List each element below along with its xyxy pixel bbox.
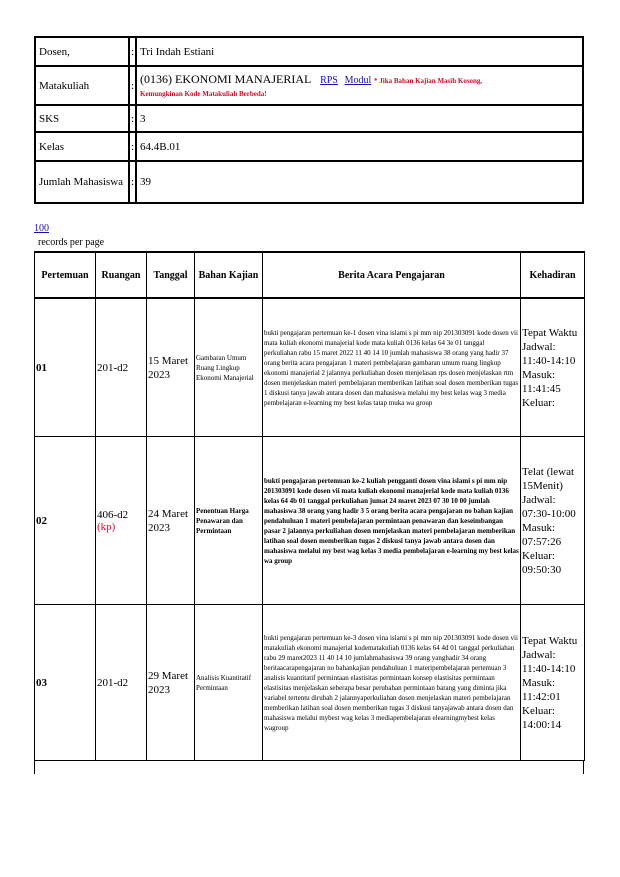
sks-value: 3 (136, 105, 583, 132)
cell-pertemuan: 03 (35, 605, 96, 761)
info-row-jumlah (35, 161, 583, 203)
table-row (35, 437, 585, 605)
cell-berita-acara: bukti pengajaran pertemuan ke-3 dosen vina islami s pi mm nip 201303091 kode dosen vii matakuliah ekonomi manajerial kodematakuliah 0136 kelas 64 4d 01 tanggal perkuliahan rabu 29 maret2023 11 40 14 10 jumlahmahasiswa 39 orang yanghadir 34 orang beritaacarapengajaran no bahankajian pendahuluan 1 materipembelajaran pertemuan 3 analisis kuantitatif permintaan elastisitas permintaan konsep elastisitas permintaan elastisitas menjelaskan seberapa besar perubahan permintaan barang yang diminta jika variabel tertentu dirubah 2 jalannyaperkuliahan dosen menjelaskan materi pembelajaran memberikan latihan soal dosen memberikan tugas 3 diskusi tanyajawab antara dosen dan mahasiswa melalui mybest wag kelas 3 mediapembelajaran elearningmybest kelas wagroup (263, 605, 521, 761)
table-row (35, 605, 585, 761)
kelas-label: Kelas (35, 132, 129, 161)
info-row-matakuliah (35, 66, 583, 105)
records-per-page-label: records per page (38, 237, 105, 248)
dosen-label: Dosen, (35, 37, 129, 66)
cell-bahan-kajian: Gambaran Umum Ruang Lingkup Ekonomi Manajerial (195, 298, 263, 437)
table-continuation-line-left (34, 760, 35, 774)
cell-kehadiran: Tepat Waktu Jadwal: 11:40-14:10 Masuk: 11:42:01 Keluar: 14:00:14 (521, 605, 585, 761)
info-row-dosen (35, 37, 583, 66)
teaching-record-table (34, 251, 585, 761)
jumlah-value: 39 (136, 161, 583, 203)
table-row (35, 298, 585, 437)
kelas-value: 64.4B.01 (136, 132, 583, 161)
separator: : (129, 105, 136, 132)
ruangan-value: 201-d2 (97, 361, 129, 374)
jumlah-label: Jumlah Mahasiswa (35, 161, 129, 203)
ruangan-value: 406-d2 (97, 508, 129, 521)
cell-bahan-kajian: Analisis Kuantitatif Permintaan (195, 605, 263, 761)
sks-label: SKS (35, 105, 129, 132)
matakuliah-label: Matakuliah (35, 66, 129, 105)
separator: : (129, 132, 136, 161)
cell-berita-acara: bukti pengajaran pertemuan ke-2 kuliah pengganti dosen vina islami s pi mm nip 201303091 kode dosen vii mata kuliah ekonomi manajerial kode mata kuliah 0136 kelas 64 4b 01 tanggal perkuliahan jumat 24 maret 2023 07 30 10 00 jumlah mahasiswa 38 orang yang hadir 3 5 orang berita acara pengajaran no bahan kajian pendahuluan 1 materi pembelajaran permintaan penawaran dan keseimbangan pasar 2 jalannya perkuliahan dosen menjelaskan materi pembelajaran memberikan latihan soal dosen memberikan tugas 2 diskusi tanya jawab antara dosen dan mahasiswa melalui my best wag kelas 3 media pembelajaran e-learning my best kelas wa group (263, 437, 521, 605)
separator: : (129, 37, 136, 66)
cell-tanggal: 24 Maret 2023 (147, 437, 195, 605)
matakuliah-value: (0136) EKONOMI MANAJERIAL (140, 72, 312, 86)
cell-kehadiran: Tepat Waktu Jadwal: 11:40-14:10 Masuk: 11:41:45 Keluar: (521, 298, 585, 437)
cell-kehadiran: Telat (lewat 15Menit) Jadwal: 07:30-10:00 Masuk: 07:57:26 Keluar: 09:50:30 (521, 437, 585, 605)
separator: : (129, 66, 136, 105)
cell-ruangan (96, 437, 147, 605)
matakuliah-cell (136, 66, 583, 105)
col-header-pertemuan[interactable]: Pertemuan (35, 252, 96, 298)
cell-pertemuan: 01 (35, 298, 96, 437)
col-header-berita-acara[interactable]: Berita Acara Pengajaran (263, 252, 521, 298)
cell-tanggal: 29 Maret 2023 (147, 605, 195, 761)
col-header-bahan-kajian[interactable]: Bahan Kajian (195, 252, 263, 298)
ruangan-note-kp: (kp) (97, 520, 116, 533)
dosen-value: Tri Indah Estiani (136, 37, 583, 66)
ruangan-value: 201-d2 (97, 676, 129, 689)
col-header-tanggal[interactable]: Tanggal (147, 252, 195, 298)
cell-berita-acara: bukti pengajaran pertemuan ke-1 dosen vina islami s pi mm nip 201303091 kode dosen vii mata kuliah ekonomi manajerial kode mata kuliah 0136 kelas 64 3e 01 tanggal perkuliahan rabu 15 maret 2022 11 40 14 10 jumlah mahasiswa 38 orang yang hadir 37 orang berita acara pengajaran 1 materi pembelajaran gambaran umum ruang lingkup ekonomi manajerial 2 jalannya perkuliahan dosen menjelasan rps dosen menjelaskan rtm dosen menjelaskan materi pembelajaran memberikan latihan soal dosen memberikan tugas 1 diskusi tanya jawab antara dosen dan mahasiswa melalui my best kelas wag 3 media pembelajaran e-learning my best kelas tatap muka wa group (263, 298, 521, 437)
page-length-select[interactable]: 100 (34, 223, 49, 234)
col-header-ruangan[interactable]: Ruangan (96, 252, 147, 298)
table-header-row (35, 252, 585, 298)
cell-ruangan (96, 298, 147, 437)
cell-pertemuan: 02 (35, 437, 96, 605)
cell-ruangan (96, 605, 147, 761)
matakuliah-warning-2: Kemungkinan Kode Matakuliah Berbeda! (140, 90, 267, 98)
table-continuation-line-right (583, 760, 584, 774)
modul-link[interactable]: Modul (344, 75, 372, 86)
matakuliah-warning: * Jika Bahan Kajian Masih Kosong, (374, 77, 483, 85)
info-row-kelas (35, 132, 583, 161)
course-info-table (34, 36, 584, 204)
cell-bahan-kajian: Penentuan Harga Penawaran dan Permintaan (195, 437, 263, 605)
cell-tanggal: 15 Maret 2023 (147, 298, 195, 437)
rps-link[interactable]: RPS (320, 75, 338, 86)
col-header-kehadiran[interactable]: Kehadiran (521, 252, 585, 298)
info-row-sks (35, 105, 583, 132)
separator: : (129, 161, 136, 203)
